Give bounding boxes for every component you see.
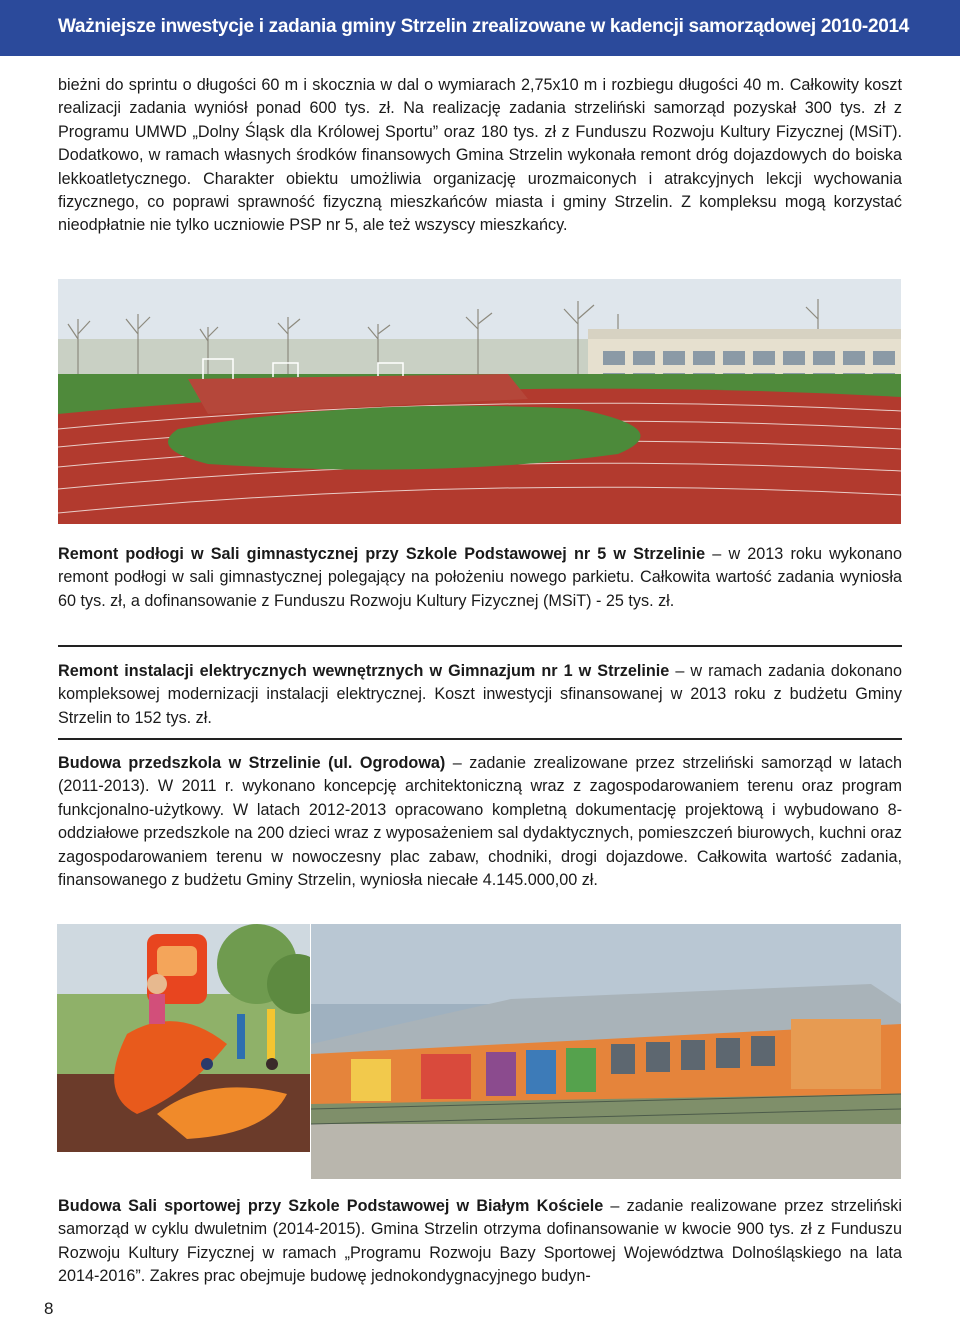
section-gym-floor-body: – w 2013 roku wykonano remont podłogi w sali gimnastycznej polegający na położeniu nowego parkietu. Całkowita wartość zadania wyniosła 60 tys. zł, a dofinansowanie z Funduszu Rozwoju Kultury Fizycznej (MSiT) - 25 tys. zł.: [58, 545, 902, 610]
section-gym-floor-heading: Remont podłogi w Sali gimnastycznej przy Szkole Podstawowej nr 5 w Strzelinie: [58, 545, 706, 563]
section-electrical-heading: Remont instalacji elektrycznych wewnętrznych w Gimnazjum nr 1 w Strzelinie: [58, 662, 670, 680]
section-electrical: [58, 660, 902, 730]
section-divider: [58, 645, 902, 647]
page-number: 8: [44, 1299, 54, 1318]
playground-photo: [57, 924, 310, 1152]
section-sports-hall-heading: Budowa Sali sportowej przy Szkole Podstawowej w Białym Kościele: [58, 1197, 604, 1215]
section-sports-hall-body: – zadanie realizowane przez strzeliński samorząd w cyklu dwuletnim (2014-2015). Gmina Strzelin otrzyma dofinansowanie w kwocie 900 tys. zł z Funduszu Rozwoju Kultury Fizycznej w ramach „Programu Rozwoju Bazy Sportowej Województwa Dolnośląskiego na lata 2014-2016”. Zakres prac obejmuje budowę jednokondygnacyjnego budyn-: [58, 1197, 902, 1286]
section-kindergarten-body: – zadanie zrealizowane przez strzeliński samorząd w latach (2011-2013). W 2011 r. wykonano koncepcję architektoniczną wraz z zagospodarowaniem terenu oraz program funkcjonalno-użytkowy. W latach 2012-2013 opracowano kompletną dokumentację projektową i wybudowano 8-oddziałowe przedszkole na 200 dzieci wraz z wyposażeniem sal dydaktycznych, pomieszczeń biurowych, kuchni oraz zagospodarowaniem terenu w nowoczesny plac zabaw, chodniki, drogi dojazdowe. Całkowita wartość zadania, finansowanego z budżetu Gminy Strzelin, wyniosła niecałe 4.145.000,00 zł.: [58, 754, 902, 890]
section-divider: [58, 738, 902, 740]
section-kindergarten: [58, 752, 902, 892]
section-electrical-body: – w ramach zadania dokonano kompleksowej modernizacji instalacji elektrycznej. Koszt inwestycji sfinansowanej w 2013 roku z budżetu Gminy Strzelin to 152 tys. zł.: [58, 662, 902, 727]
section-sports-hall: [58, 1195, 902, 1289]
kindergarten-photo: [311, 924, 901, 1179]
section-gym-floor: [58, 543, 902, 613]
page-header-title: Ważniejsze inwestycje i zadania gminy Strzelin zrealizowane w kadencji samorządowej 2010-2014: [58, 16, 910, 37]
track-photo: [58, 279, 901, 524]
page-header-bar: [0, 0, 960, 56]
section-kindergarten-heading: Budowa przedszkola w Strzelinie (ul. Ogrodowa): [58, 754, 446, 772]
intro-paragraph: bieżni do sprintu o długości 60 m i skocznia w dal o wymiarach 2,75x10 m i rozbiegu długości 40 m. Całkowity koszt realizacji zadania wyniósł ponad 600 tys. zł. Na realizację zadania strzeliński samorząd pozyskał 300 tys. zł z Programu UMWD „Dolny Śląsk dla Królowej Sportu” oraz 180 tys. zł z Funduszu Rozwoju Kultury Fizycznej (MSiT). Dodatkowo, w ramach własnych środków finansowych Gmina Strzelin wykonała remont dróg dojazdowych do boiska lekkoatletycznego. Charakter obiektu umożliwia organizację urozmaiconych i atrakcyjnych lekcji wychowania fizycznego, co poprawi sprawność fizyczną mieszkańców miasta i gminy Strzelin. Z kompleksu mogą korzystać nieodpłatnie nie tylko uczniowie PSP nr 5, ale też wszyscy mieszkańcy.: [58, 76, 902, 235]
